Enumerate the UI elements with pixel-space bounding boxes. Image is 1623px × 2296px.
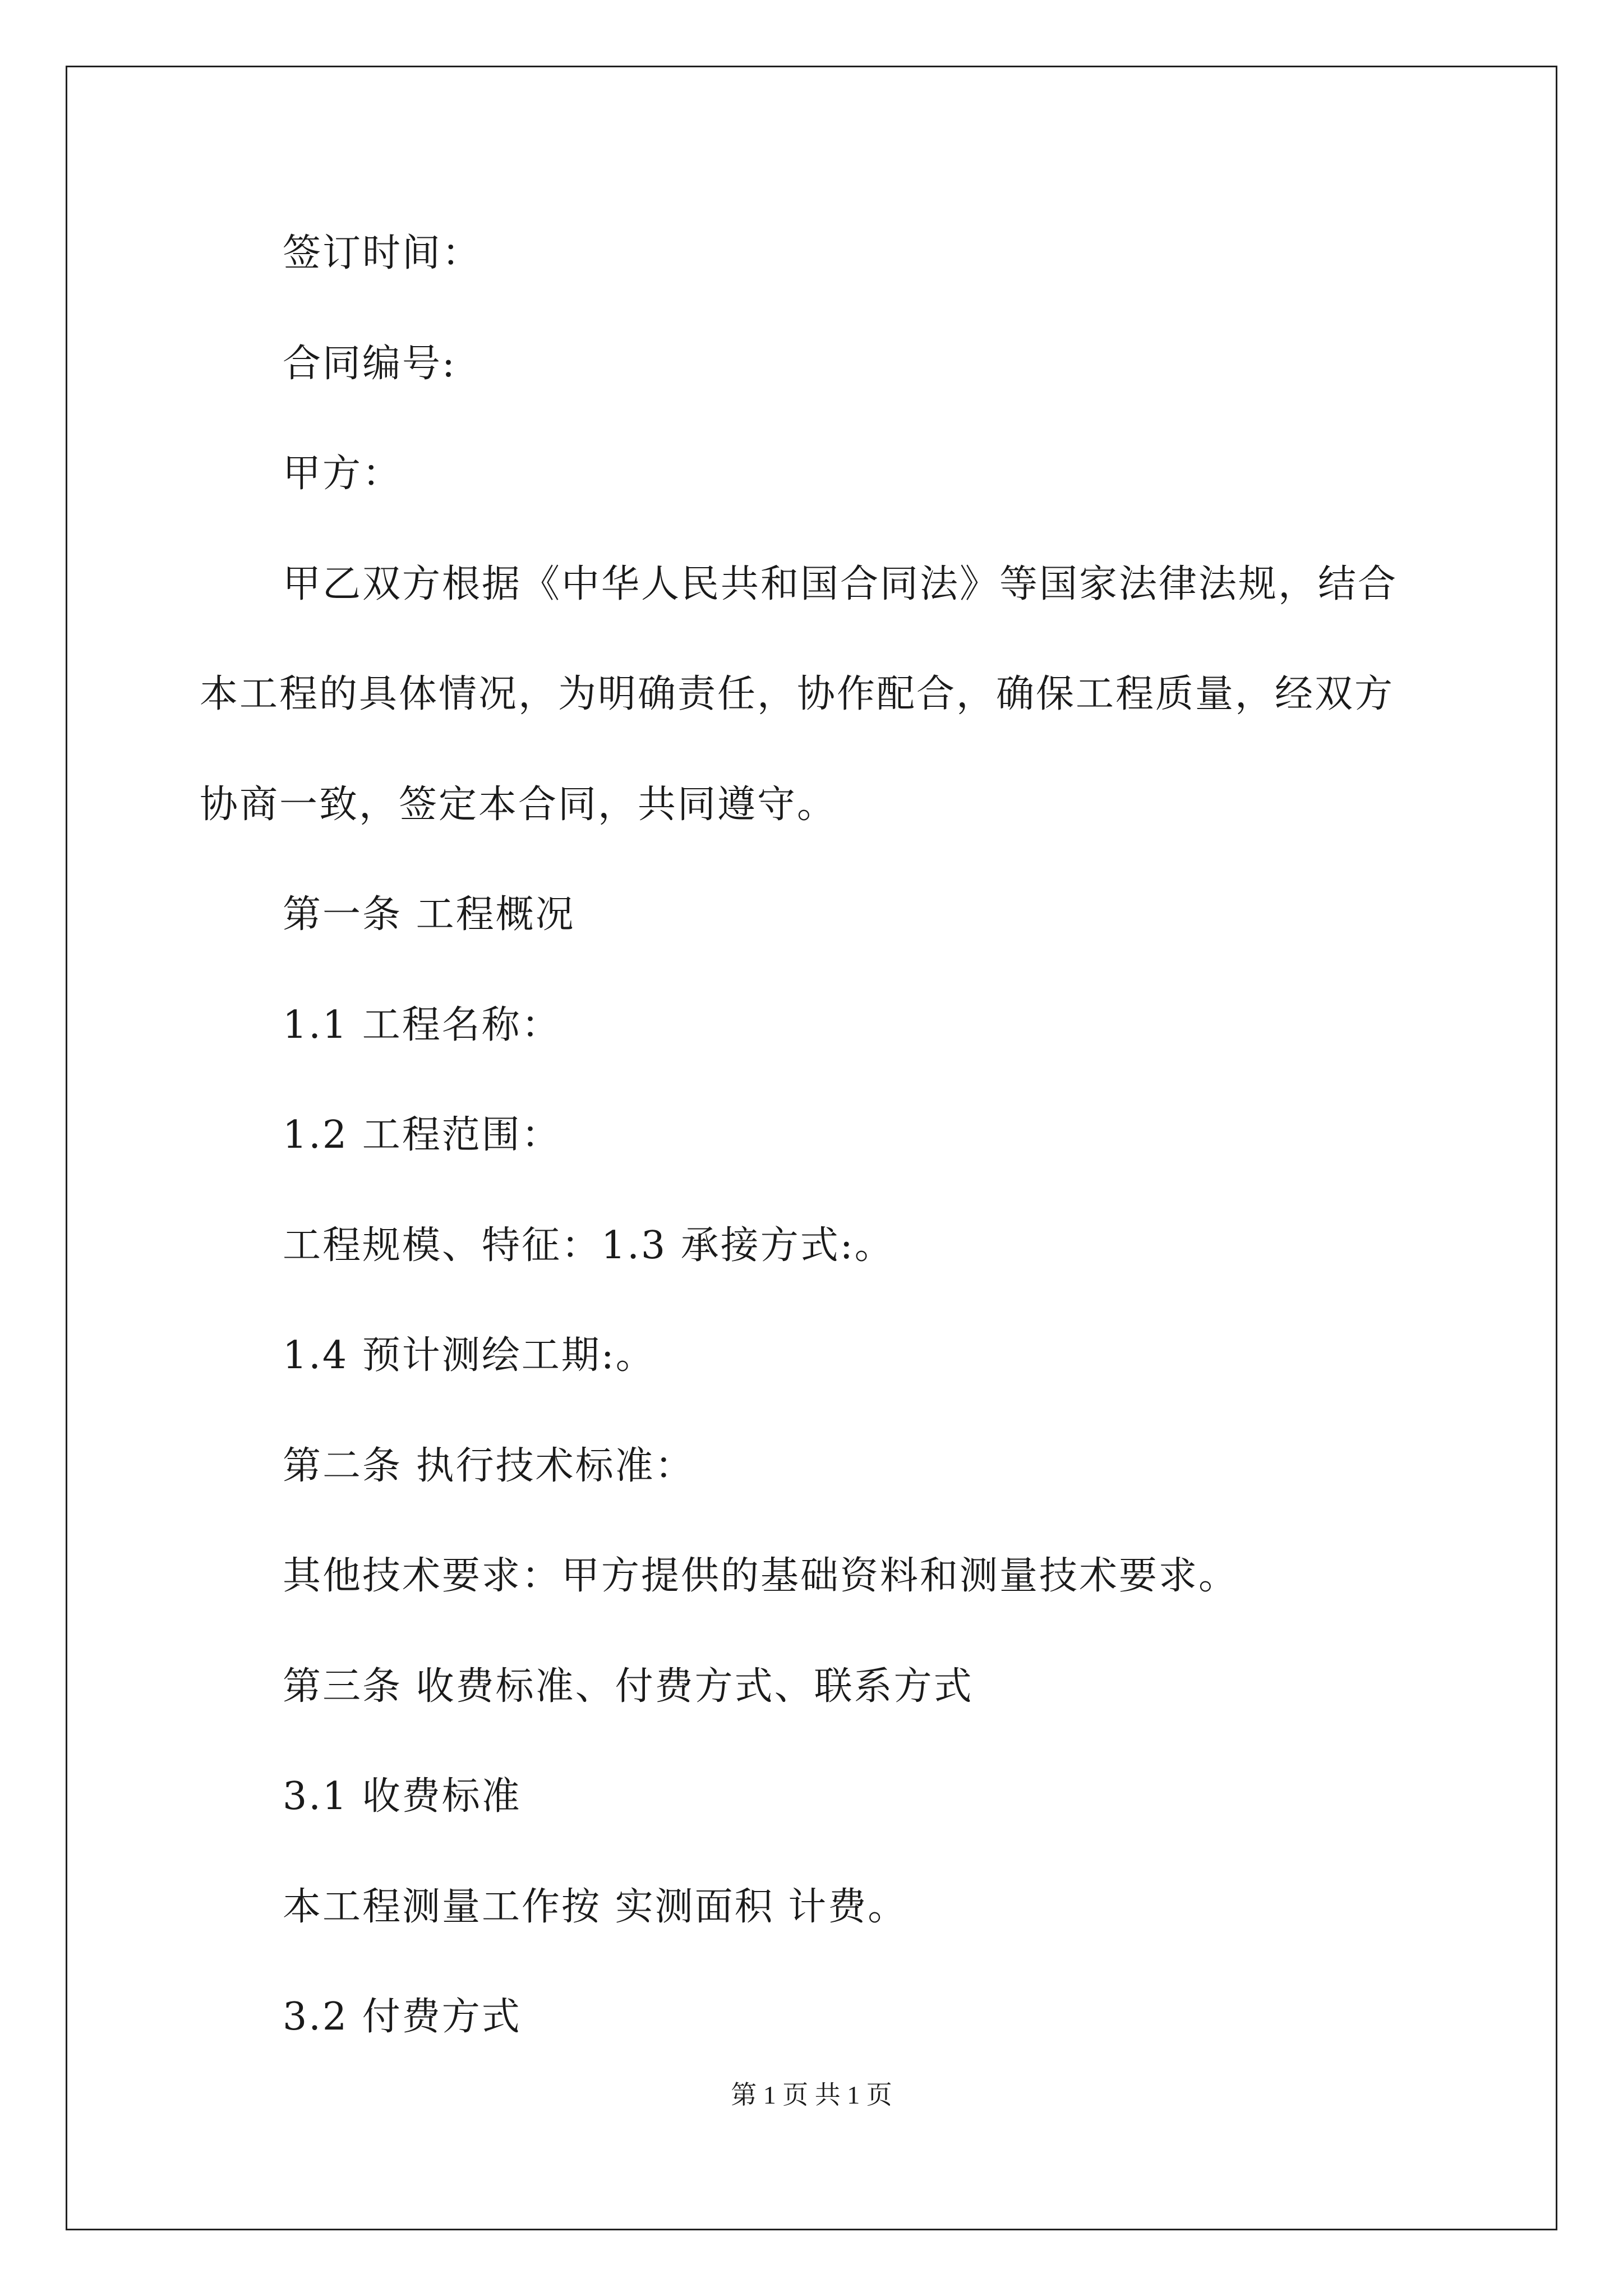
fee-standard-heading: 3.1 收费标准	[283, 1774, 522, 1819]
payment-method-heading: 3.2 付费方式	[283, 1995, 522, 2039]
preamble-line-1: 甲乙双方根据《中华人民共和国合同法》等国家法律法规，结合	[283, 562, 1398, 606]
project-scope-label: 1.2 工程范围：	[283, 1113, 561, 1157]
survey-period-label: 1.4 预计测绘工期:。	[283, 1333, 656, 1378]
page-number-footer: 第 1 页 共 1 页	[731, 2081, 892, 2109]
article-3-heading: 第三条 收费标准、付费方式、联系方式	[283, 1664, 974, 1709]
signing-time-label: 签订时间：	[283, 231, 482, 275]
project-scale-label: 工程规模、特征：1.3 承接方式:。	[283, 1223, 895, 1268]
fee-standard-text: 本工程测量工作按 实测面积 计费。	[283, 1885, 908, 1929]
other-requirements-line: 其他技术要求：甲方提供的基础资料和测量技术要求。	[283, 1554, 1239, 1598]
preamble-line-3: 协商一致，签定本合同，共同遵守。	[200, 783, 837, 827]
party-a-label: 甲方：	[283, 452, 403, 496]
article-1-heading: 第一条 工程概况	[283, 892, 575, 937]
contract-number-label: 合同编号:	[283, 342, 457, 386]
project-name-label: 1.1 工程名称：	[283, 1003, 561, 1047]
preamble-line-2: 本工程的具体情况，为明确责任，协作配合，确保工程质量，经双方	[200, 672, 1395, 716]
article-2-heading: 第二条 执行技术标准：	[283, 1444, 695, 1488]
